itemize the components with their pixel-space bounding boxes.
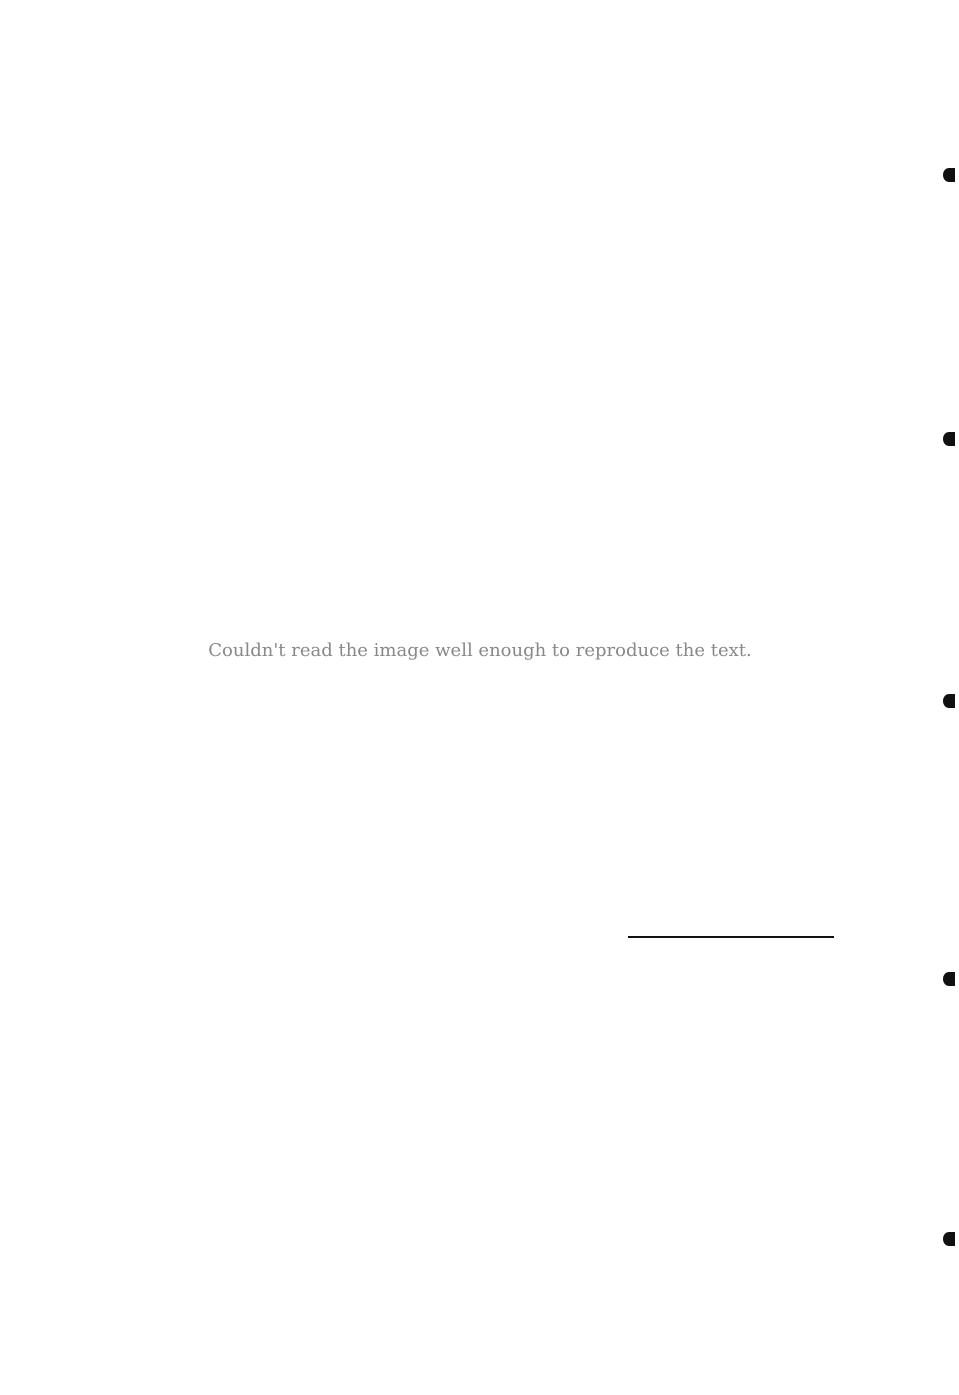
edge-mark xyxy=(943,432,955,446)
edge-mark xyxy=(943,694,955,708)
edge-mark xyxy=(943,1232,955,1246)
unreadable-notice: Couldn't read the image well enough to reproduce the text. xyxy=(208,640,752,661)
footnote-separator xyxy=(628,936,834,938)
edge-mark xyxy=(943,168,955,182)
edge-mark xyxy=(943,972,955,986)
